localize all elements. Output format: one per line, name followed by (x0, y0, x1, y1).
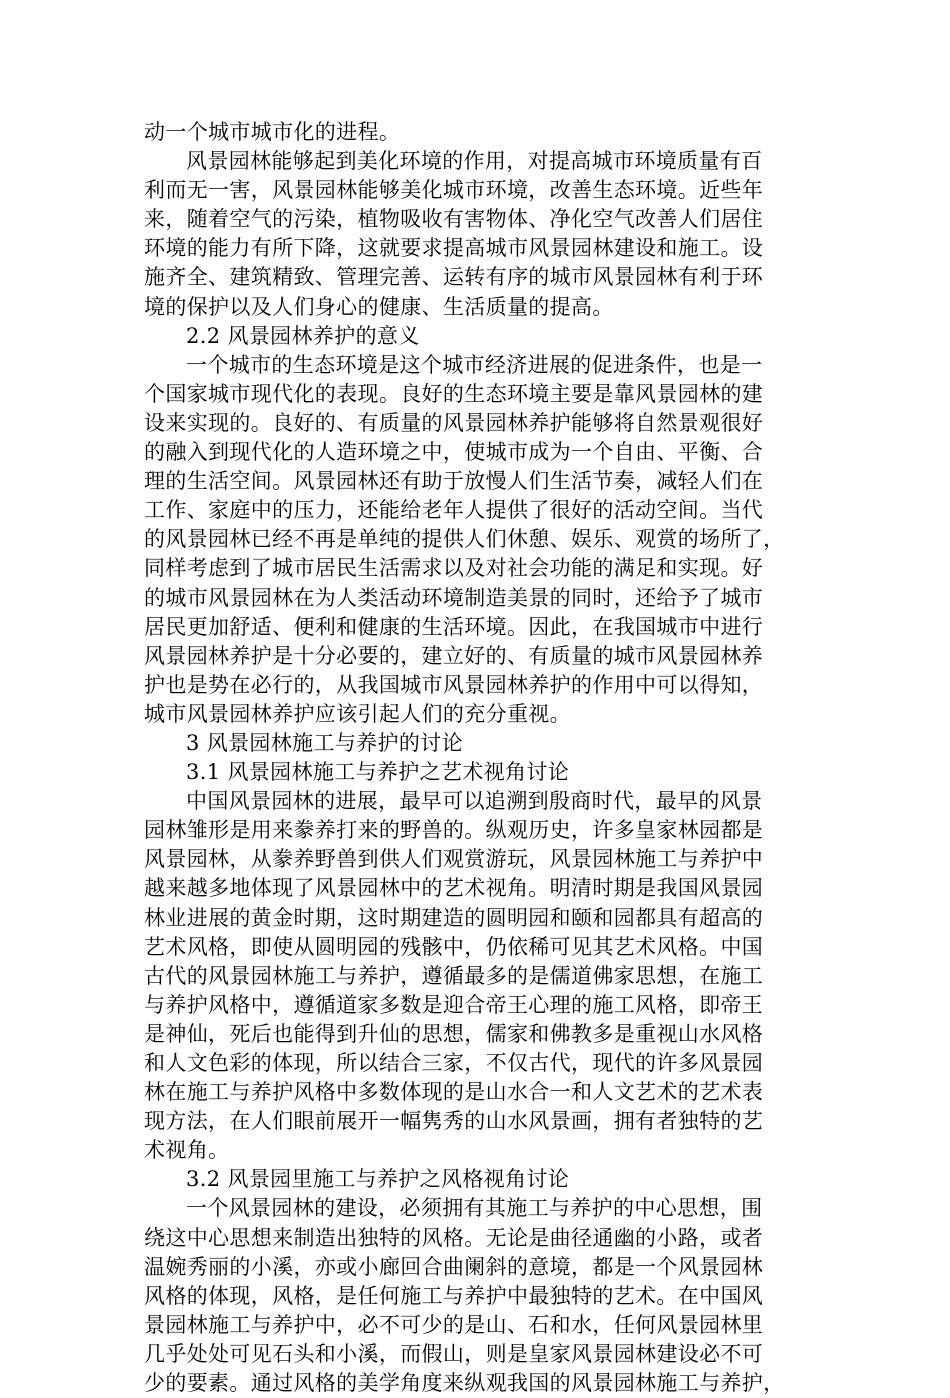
text-line: 3.2 风景园里施工与养护之风格视角讨论 (186, 1167, 570, 1192)
text-line: 环境的能力有所下降，这就要求提高城市风景园林建设和施工。设 (144, 236, 764, 261)
text-line: 越来越多地体现了风景园林中的艺术视角。明清时期是我国风景园 (144, 876, 764, 901)
text-line: 风景园林，从豢养野兽到供人们观赏游玩，风景园林施工与养护中 (144, 847, 764, 872)
text-line: 林在施工与养护风格中多数体现的是山水合一和人文艺术的艺术表 (144, 1080, 764, 1105)
text-line: 3.1 风景园林施工与养护之艺术视角讨论 (186, 760, 570, 785)
text-line: 风景园林能够起到美化环境的作用，对提高城市环境质量有百 (186, 149, 763, 174)
text-line: 与养护风格中，遵循道家多数是迎合帝王心理的施工风格，即帝王 (144, 992, 764, 1017)
text-line: 术视角。 (144, 1138, 230, 1163)
text-line: 一个城市的生态环境是这个城市经济进展的促进条件，也是一 (186, 352, 763, 377)
text-line: 理的生活空间。风景园林还有助于放慢人们生活节奏，减轻人们在 (144, 469, 764, 494)
text-line: 中国风景园林的进展，最早可以追溯到殷商时代，最早的风景 (186, 789, 763, 814)
text-line: 3 风景园林施工与养护的讨论 (186, 730, 463, 755)
text-line: 来，随着空气的污染，植物吸收有害物体、净化空气改善人们居住 (144, 207, 764, 232)
text-line: 个国家城市现代化的表现。良好的生态环境主要是靠风景园林的建 (144, 381, 764, 406)
text-line: 少的要素。通过风格的美学角度来纵观我国的风景园林施工与养护， (144, 1371, 785, 1396)
text-line: 现方法，在人们眼前展开一幅隽秀的山水风景画，拥有者独特的艺 (144, 1109, 764, 1134)
text-line: 的融入到现代化的人造环境之中，使城市成为一个自由、平衡、合 (144, 440, 764, 465)
body-text (144, 118, 804, 1398)
text-line: 利而无一害，风景园林能够美化城市环境，改善生态环境。近些年 (144, 178, 764, 203)
text-line: 是神仙，死后也能得到升仙的思想，儒家和佛教多是重视山水风格 (144, 1021, 764, 1046)
text-line: 工作、家庭中的压力，还能给老年人提供了很好的活动空间。当代 (144, 498, 764, 523)
text-line: 一个风景园林的建设，必须拥有其施工与养护的中心思想，围 (186, 1196, 763, 1221)
text-line: 动一个城市城市化的进程。 (144, 120, 401, 144)
text-line: 护也是势在必行的，从我国城市风景园林养护的作用中可以得知， (144, 672, 764, 697)
text-line: 艺术风格，即使从圆明园的残骸中，仍依稀可见其艺术风格。中国 (144, 934, 764, 959)
text-line: 园林雏形是用来豢养打来的野兽的。纵观历史，许多皇家林园都是 (144, 818, 764, 843)
text-line: 施齐全、建筑精致、管理完善、运转有序的城市风景园林有利于环 (144, 265, 764, 290)
text-line: 古代的风景园林施工与养护，遵循最多的是儒道佛家思想，在施工 (144, 963, 764, 988)
text-line: 的风景园林已经不再是单纯的提供人们休憩、娱乐、观赏的场所了， (144, 527, 785, 552)
text-line: 几乎处处可见石头和小溪，而假山，则是皇家风景园林建设必不可 (144, 1341, 764, 1366)
text-line: 2.2 风景园林养护的意义 (186, 323, 420, 348)
text-line: 居民更加舒适、便利和健康的生活环境。因此，在我国城市中进行 (144, 614, 764, 639)
text-line: 绕这中心思想来制造出独特的风格。无论是曲径通幽的小路，或者 (144, 1225, 764, 1250)
text-line: 设来实现的。良好的、有质量的风景园林养护能够将自然景观很好 (144, 410, 764, 435)
text-line: 同样考虑到了城市居民生活需求以及对社会功能的满足和实现。好 (144, 556, 764, 581)
text-line: 温婉秀丽的小溪，亦或小廊回合曲阑斜的意境，都是一个风景园林 (144, 1254, 764, 1279)
text-line: 境的保护以及人们身心的健康、生活质量的提高。 (144, 294, 614, 319)
text-line: 城市风景园林养护应该引起人们的充分重视。 (144, 701, 571, 726)
text-line: 的城市风景园林在为人类活动环境制造美景的同时，还给予了城市 (144, 585, 764, 610)
text-line: 风格的体现，风格，是任何施工与养护中最独特的艺术。在中国风 (144, 1283, 764, 1308)
text-line: 景园林施工与养护中，必不可少的是山、石和水，任何风景园林里 (144, 1312, 764, 1337)
text-line: 林业进展的黄金时期，这时期建造的圆明园和颐和园都具有超高的 (144, 905, 764, 930)
text-line: 和人文色彩的体现，所以结合三家，不仅古代，现代的许多风景园 (144, 1051, 764, 1075)
text-line: 风景园林养护是十分必要的，建立好的、有质量的城市风景园林养 (144, 643, 764, 668)
